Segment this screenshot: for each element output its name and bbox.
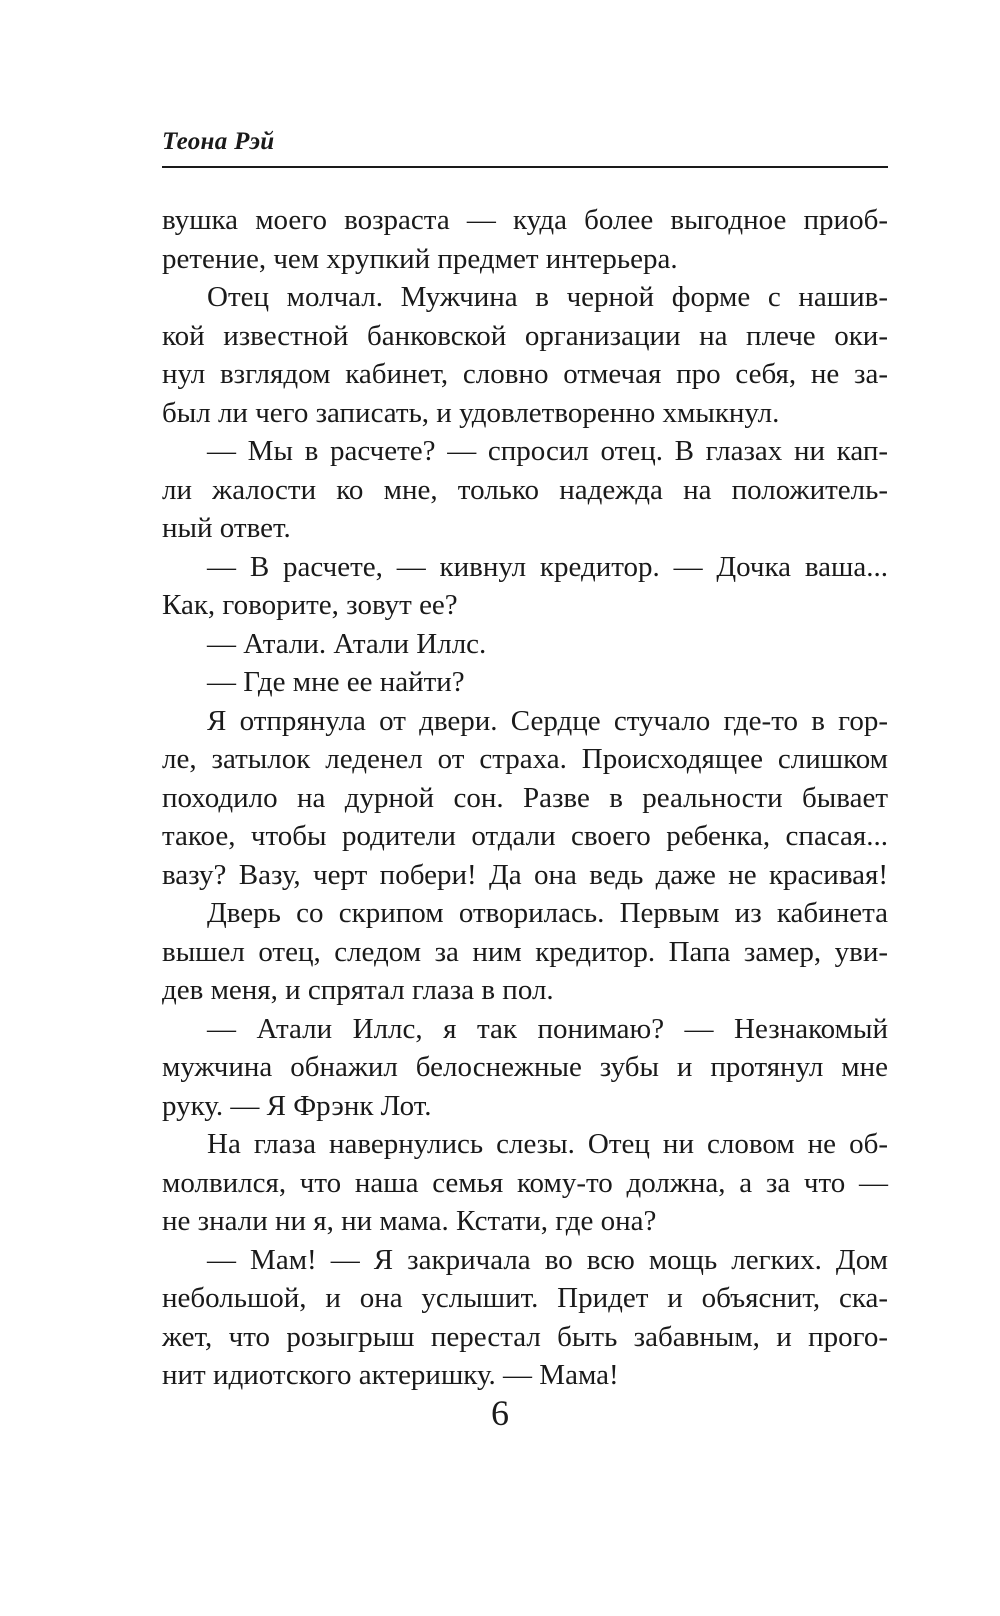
text-line: жет, что розыгрыш перестал быть забавным, и прого- (162, 1320, 888, 1353)
text-line: нул взглядом кабинет, словно отмечая про себя, не за- (162, 358, 888, 390)
text-line: — Где мне ее найти? (207, 666, 465, 698)
text-line: Отец молчал. Мужчина в черной форме с нашив- (207, 281, 888, 313)
text-line: вышел отец, следом за ним кредитор. Папа замер, уви- (162, 935, 888, 968)
text-line: такое, чтобы родители отдали своего ребенка, спасая... (162, 820, 888, 852)
text-line: нит идиотского актеришку. — Мама! (162, 1359, 619, 1391)
text-line: Как, говорите, зовут ее? (162, 589, 458, 621)
text-line: мужчина обнажил белоснежные зубы и протянул мне (162, 1051, 888, 1083)
text-line: — Мы в расчете? — спросил отец. В глазах ни кап- (207, 435, 888, 467)
text-line: был ли чего записать, и удовлетворенно хмыкнул. (162, 396, 780, 429)
running-head: Теона Рэй (162, 128, 275, 155)
text-line: На глаза навернулись слезы. Отец ни словом не об- (207, 1128, 888, 1160)
text-line: вазу? Вазу, черт побери! Да она ведь даже не красивая! (162, 858, 888, 891)
header-rule (162, 166, 888, 168)
body-text (162, 201, 888, 1395)
text-line: ле, затылок леденел от страха. Происходящее слишком (162, 743, 888, 775)
text-line: ли жалости ко мне, только надежда на положитель- (162, 473, 888, 506)
text-line: походило на дурной сон. Разве в реальности бывает (162, 781, 888, 814)
text-line: кой известной банковской организации на плече оки- (162, 319, 888, 352)
text-line: не знали ни я, ни мама. Кстати, где она? (162, 1205, 657, 1237)
text-line: Дверь со скрипом отворилась. Первым из кабинета (207, 897, 888, 929)
text-line: ретение, чем хрупкий предмет интерьера. (162, 242, 678, 275)
text-line: вушка моего возраста — куда более выгодное приоб- (162, 204, 888, 236)
text-line: — В расчете, — кивнул кредитор. — Дочка ваша... (207, 550, 888, 583)
text-line: — Атали Иллс, я так понимаю? — Незнакомый (207, 1012, 888, 1045)
page-number: 6 (491, 1393, 509, 1433)
text-line: небольшой, и она услышит. Придет и объяснит, ска- (162, 1282, 888, 1314)
text-line: ный ответ. (162, 512, 291, 544)
text-line: — Атали. Атали Иллс. (207, 627, 487, 660)
text-line: молвился, что наша семья кому-то должна, а за что — (162, 1166, 888, 1199)
text-line: руку. — Я Фрэнк Лот. (162, 1089, 432, 1122)
text-line: Я отпрянула от двери. Сердце стучало где-то в гор- (207, 704, 888, 737)
text-line: — Мам! — Я закричала во всю мощь легких. Дом (207, 1243, 888, 1276)
text-line: дев меня, и спрятал глаза в пол. (162, 974, 554, 1006)
